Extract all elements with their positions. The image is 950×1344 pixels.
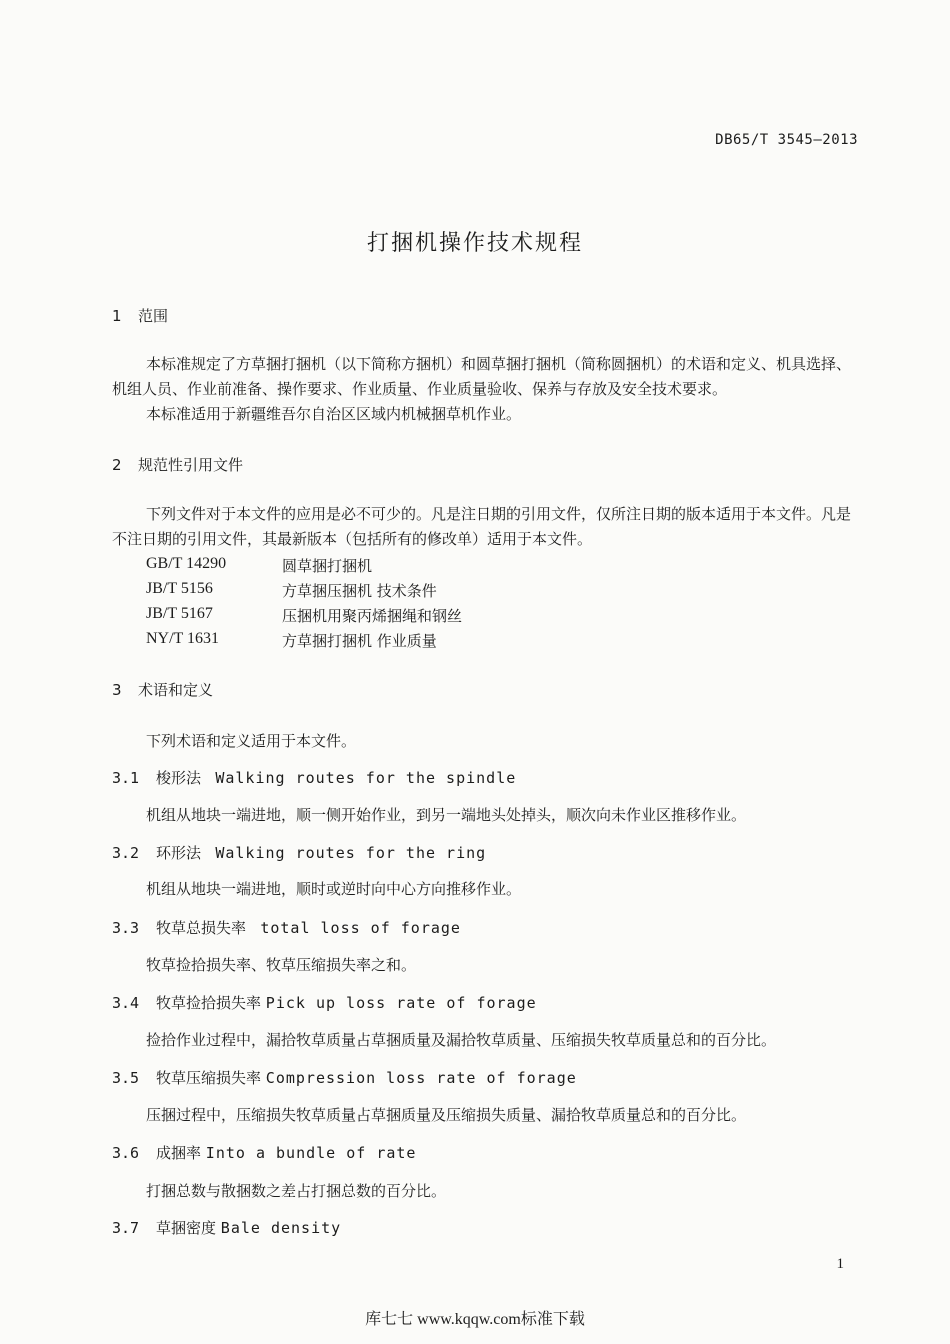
term-number: 3.7 [112,1219,140,1237]
term-zh: 成捆率 [156,1144,202,1162]
term-definition: 捡拾作业过程中，漏拾牧草质量占草捆质量及漏拾牧草质量、压缩损失牧草质量总和的百分比。 [146,1031,777,1049]
scope-paragraph-1: 本标准规定了方草捆打捆机（以下简称方捆机）和圆草捆打捆机（简称圆捆机）的术语和定义、机具选择、机组人员、作业前准备、操作要求、作业质量、作业质量验收、保养与存放及安全技术要求。 [112,355,852,398]
term-definition: 牧草捡拾损失率、牧草压缩损失率之和。 [146,956,417,974]
term-zh: 牧草总损失率 [156,919,247,937]
reference-title: 压捆机用聚丙烯捆绳和钢丝 [282,607,463,625]
term-en: Bale density [220,1219,342,1237]
term-number: 3.4 [112,994,140,1012]
section-number: 1 [112,307,122,325]
term-zh: 草捆密度 [156,1219,217,1237]
term-zh: 牧草压缩损失率 [156,1069,262,1087]
term-number: 3.3 [112,919,140,937]
term-definition: 机组从地块一端进地，顺一侧开始作业，到另一端地头处掉头，顺次向未作业区推移作业。 [146,806,747,824]
term-heading [112,1142,416,1163]
section-title: 范围 [138,307,169,325]
term-heading [112,767,516,788]
term-en: Into a bundle of rate [205,1144,417,1162]
footer-watermark: 库七七 www.kqqw.com标准下载 [365,1311,585,1328]
references-paragraph: 下列文件对于本文件的应用是必不可少的。凡是注日期的引用文件，仅所注日期的版本适用于本文件。凡是不注日期的引用文件，其最新版本（包括所有的修改单）适用于本文件。 [112,505,852,548]
term-en: Walking routes for the spindle [215,769,517,787]
term-zh: 牧草捡拾损失率 [156,994,262,1012]
term-number: 3.1 [112,769,140,787]
document-code: DB65/T 3545—2013 [715,132,858,148]
term-definition: 打捆总数与散捆数之差占打捆总数的百分比。 [146,1182,447,1200]
section-2-heading [112,454,243,475]
section-3-heading [112,679,213,700]
term-definition: 压捆过程中，压缩损失牧草质量占草捆质量及压缩损失质量、漏拾牧草质量总和的百分比。 [146,1106,747,1124]
reference-code: NY/T 1631 [146,630,220,647]
term-heading [112,992,537,1013]
term-en: Pick up loss rate of forage [265,994,537,1012]
term-en: Compression loss rate of forage [265,1069,577,1087]
page-number: 1 [836,1256,844,1272]
term-number: 3.6 [112,1144,140,1162]
term-number: 3.2 [112,844,140,862]
term-definition: 机组从地块一端进地，顺时或逆时向中心方向推移作业。 [146,880,522,898]
reference-title: 方草捆打捆机 作业质量 [282,632,437,650]
term-heading [112,842,486,863]
reference-title: 圆草捆打捆机 [282,557,373,575]
section-title: 规范性引用文件 [138,456,244,474]
page-title: 打捆机操作技术规程 [366,231,583,256]
term-en: total loss of forage [260,919,461,937]
reference-title: 方草捆压捆机 技术条件 [282,582,437,600]
terms-intro: 下列术语和定义适用于本文件。 [146,732,357,750]
term-heading [112,917,461,938]
term-zh: 环形法 [156,844,202,862]
term-heading [112,1067,577,1088]
reference-code: GB/T 14290 [146,555,227,572]
section-title: 术语和定义 [138,681,214,699]
reference-code: JB/T 5167 [146,605,213,622]
term-en: Walking routes for the ring [215,844,487,862]
section-1-heading [112,305,168,326]
scope-paragraph-2: 本标准适用于新疆维吾尔自治区区域内机械捆草机作业。 [146,405,522,423]
term-heading [112,1217,341,1238]
section-number: 3 [112,681,122,699]
term-zh: 梭形法 [156,769,202,787]
section-number: 2 [112,456,122,474]
term-number: 3.5 [112,1069,140,1087]
reference-code: JB/T 5156 [146,580,213,597]
